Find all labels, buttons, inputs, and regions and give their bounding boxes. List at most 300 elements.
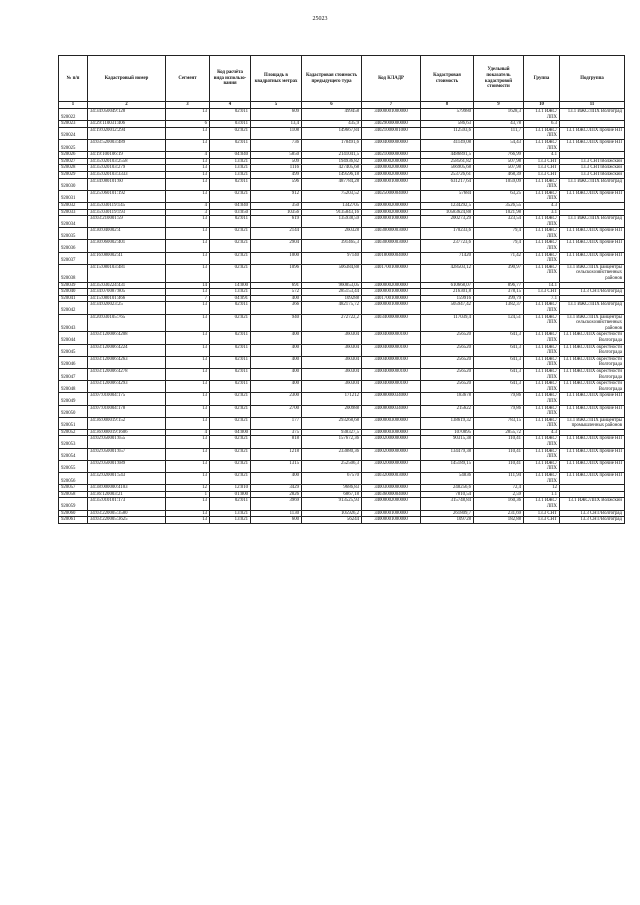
table-cell: 428503,12	[421, 264, 474, 282]
table-cell: 13.1 ИЖС/ЛПХ	[524, 228, 560, 240]
table-cell: 360304	[302, 356, 362, 368]
table-cell: 912	[251, 190, 302, 202]
column-number: 5	[251, 102, 302, 109]
table-cell: 1000	[251, 252, 302, 264]
table-cell: 13.1 ИЖС/ЛПХ	[524, 356, 560, 368]
table-cell: 609	[251, 109, 302, 121]
table-cell: 4.3	[524, 202, 560, 209]
table-cell: 34:03:220005:3580	[88, 510, 166, 517]
table-cell: 610668,07	[421, 282, 474, 289]
table-cell: 920056	[59, 473, 88, 485]
table-cell: 159916	[421, 295, 474, 302]
table-cell: 248256,6	[421, 485, 474, 492]
table-cell: 34:07:010004:175	[88, 393, 166, 405]
table-cell: 13	[166, 228, 210, 240]
table-cell: 34:38:000000:4103	[88, 485, 166, 492]
column-header: Удельный показатель кадастровой стоимости	[474, 56, 524, 102]
column-number: 3	[166, 102, 210, 109]
table-cell: 920052	[59, 429, 88, 436]
table-cell: 323,54	[474, 216, 524, 228]
table-cell: 34:03:520003:489	[88, 139, 166, 151]
table-cell: 920034	[59, 216, 88, 228]
table-cell: 34003000000000	[362, 485, 421, 492]
table-cell: 487784,28	[302, 178, 362, 190]
table-cell: 1342705	[302, 202, 362, 209]
table-cell: 117039,4	[421, 314, 474, 332]
table-cell: 13	[166, 344, 210, 356]
table-cell: 12:010	[210, 485, 251, 492]
table-cell: 13	[166, 139, 210, 151]
table-cell: 02:011	[210, 356, 251, 368]
table-cell: 13.1 ИЖС/ЛПХ	[524, 314, 560, 332]
table-row	[59, 139, 625, 151]
table-cell: 34000002000000	[362, 498, 421, 510]
table-cell: 13	[166, 171, 210, 178]
table-cell: 04:040	[210, 202, 251, 209]
table-cell: 499458	[302, 109, 362, 121]
table-cell: 293268,68	[302, 417, 362, 429]
table-row	[59, 491, 625, 498]
table-cell: 34030000003000	[362, 228, 421, 240]
table-cell: 34:35:030119:145	[88, 202, 166, 209]
table-cell: 157672,36	[302, 436, 362, 448]
table-cell: 13	[166, 436, 210, 448]
table-cell: 2141041,5	[302, 152, 362, 159]
table-cell: 13	[166, 216, 210, 228]
table-cell: 13	[166, 498, 210, 510]
table-cell: 9686,83	[302, 485, 362, 492]
table-cell: 13.1 ИЖС/ЛПХ	[524, 436, 560, 448]
table-cell: 34:03:120006:4208	[88, 332, 166, 344]
table-cell: 920032	[59, 202, 88, 209]
table-cell: 02:011	[210, 344, 251, 356]
table-cell: 2826	[251, 491, 302, 498]
table-cell: 72,4	[474, 485, 524, 492]
table-cell: 13.1 ИЖС/ЛПХ	[524, 109, 560, 121]
table-cell: 920045	[59, 344, 88, 356]
table-cell: 34000001000000	[362, 510, 421, 517]
table-cell: 01:000	[210, 491, 251, 498]
table-cell: 13	[166, 448, 210, 460]
table-cell: 34017001000000	[362, 264, 421, 282]
table-cell: 135938,59	[302, 216, 362, 228]
table-cell: 13.1 ИЖС/ЛПХ	[524, 344, 560, 356]
table-cell: 34:34:050049:128	[88, 109, 166, 121]
table-cell: 02:021	[210, 417, 251, 429]
table-cell: 896,77	[474, 282, 524, 289]
table-cell: 505947,42	[421, 302, 474, 314]
column-header: Подгруппа	[560, 56, 625, 102]
table-cell	[560, 491, 625, 498]
table-cell: 641,3	[474, 356, 524, 368]
table-row	[59, 405, 625, 417]
table-cell: 920048	[59, 381, 88, 393]
table-row	[59, 344, 625, 356]
table-cell: 34:35:020103:3333	[88, 171, 166, 178]
table-cell: 920047	[59, 368, 88, 380]
table-cell: 13	[166, 417, 210, 429]
table-cell: 920040	[59, 289, 88, 296]
table-cell: 920023	[59, 121, 88, 128]
table-cell: 360304	[302, 368, 362, 380]
column-header: Кадастровая стоимость	[421, 56, 474, 102]
table-cell: 34000003000000	[362, 429, 421, 436]
table-cell: 2,59	[474, 491, 524, 498]
table-cell: 400	[251, 344, 302, 356]
table-cell: 256520	[421, 332, 474, 344]
table-cell: 02:021	[210, 252, 251, 264]
table-cell: 13	[166, 356, 210, 368]
table-cell: 34:35:010101:173	[88, 498, 166, 510]
table-cell: 6	[166, 121, 210, 128]
table-cell: 3.1	[524, 209, 560, 216]
table-cell: 13.1 ИЖС/ЛПХ прочие НП	[560, 240, 625, 252]
table-cell: 13	[166, 405, 210, 417]
table-cell: 54,43	[474, 139, 524, 151]
table-cell: 13.1 ИЖС/ЛПХ прочие НП	[560, 436, 625, 448]
table-cell: 02:021	[210, 460, 251, 472]
table-cell	[560, 209, 625, 216]
table-cell: 766,99	[474, 152, 524, 159]
table-row	[59, 417, 625, 429]
table-cell: 253726,61	[421, 171, 474, 178]
table-cell: 13.1 ИЖС/ЛПХ Волгоград	[560, 216, 625, 228]
table-cell: 34025000004000	[362, 190, 421, 202]
table-cell: 34:02:050001:689	[88, 460, 166, 472]
column-number: 2	[88, 102, 166, 109]
table-cell: 507,98	[474, 158, 524, 165]
table-cell: 02:021	[210, 405, 251, 417]
table-cell: 920026	[59, 152, 88, 159]
table-cell: 34004000000100	[362, 356, 421, 368]
table-cell: 315748,84	[421, 498, 474, 510]
table-cell: 920049	[59, 393, 88, 405]
table-cell: 13.3 СНТ	[524, 517, 560, 524]
table-cell: 63,25	[474, 190, 524, 202]
table-cell: 1234292,5	[421, 202, 474, 209]
table-cell: 13.1 ИЖС/ЛПХ	[524, 405, 560, 417]
table-cell: 71,42	[474, 252, 524, 264]
table-cell: 03:050	[210, 209, 251, 216]
table-cell: 34:30:060002:401	[88, 240, 166, 252]
table-cell: 04:040	[210, 152, 251, 159]
table-cell: 261809,7	[421, 510, 474, 517]
table-cell: 79,4	[474, 228, 524, 240]
table-cell: 920042	[59, 302, 88, 314]
table-cell: 4486891,5	[421, 152, 474, 159]
table-cell: 1130	[251, 510, 302, 517]
table-cell: 920046	[59, 356, 88, 368]
table-cell: 13.1 ИЖС/ЛПХ окрестности Волгограда	[560, 332, 625, 344]
table-cell: 149667,84	[302, 127, 362, 139]
column-number: 1	[59, 102, 88, 109]
column-number: 7	[362, 102, 421, 109]
table-cell: 34:32:020001:543	[88, 473, 166, 485]
table-cell: 34:25:060101:192	[88, 190, 166, 202]
table-cell: 641,3	[474, 332, 524, 344]
table-cell: 13.1 ИЖС/ЛПХ	[524, 302, 560, 314]
table-cell: 13.1 ИЖС/ЛПХ	[524, 252, 560, 264]
table-cell: 90315,38	[421, 436, 474, 448]
table-row	[59, 216, 625, 228]
table-cell: 3429	[251, 485, 302, 492]
table-cell: 499	[251, 171, 302, 178]
table-cell: 34002000000000	[362, 460, 421, 472]
table-cell: 13.1 ИЖС/ЛПХ	[524, 460, 560, 472]
column-header: Код КЛАДР	[362, 56, 421, 102]
table-cell: 13.1 ИЖС/ЛПХ райцентры промышленных районов	[560, 417, 625, 429]
table-cell: 4	[166, 202, 210, 209]
table-cell: 13:021	[210, 289, 251, 296]
table-cell: 1.1	[524, 491, 560, 498]
table-cell: 13:021	[210, 510, 251, 517]
table-cell: 34036000004000	[362, 491, 421, 498]
table-cell: 13	[166, 109, 210, 121]
table-cell: 13.3 СНТ	[524, 165, 560, 172]
table-cell: 920033	[59, 209, 88, 216]
table-cell: 12	[166, 485, 210, 492]
table-cell: 34:30:040002:4	[88, 228, 166, 240]
table-cell: 13.3 СНТ/Волгоград	[560, 510, 625, 517]
table-cell: 233880,36	[302, 448, 362, 460]
table-cell: 13	[166, 302, 210, 314]
table-cell: 13	[166, 517, 210, 524]
table-cell: 13.1 ИЖС/ЛПХ окрестности Волгограда	[560, 381, 625, 393]
table-cell: 579980	[421, 109, 474, 121]
table-cell: 237723,6	[421, 240, 474, 252]
table-cell: 13.3 СНТ/Волгоград	[560, 517, 625, 524]
table-cell: 920038	[59, 264, 88, 282]
table-cell: 79,86	[474, 405, 524, 417]
table-cell: 13.3 СНТ/Волгоград	[560, 289, 625, 296]
table-cell: 506384,88	[302, 264, 362, 282]
table-cell: 641,3	[474, 344, 524, 356]
column-number: 8	[421, 102, 474, 109]
table-cell: 34:35:020103:279	[88, 165, 166, 172]
table-cell: 177	[251, 417, 302, 429]
table-cell: 938327,5	[302, 429, 362, 436]
column-number-row	[59, 102, 625, 109]
table-cell: 13	[166, 368, 210, 380]
table-cell: 1628,3	[474, 109, 524, 121]
table-cell: 13.1 ИЖС/ЛПХ	[524, 332, 560, 344]
column-number: 4	[210, 102, 251, 109]
table-cell: 112593,6	[421, 127, 474, 139]
table-row	[59, 289, 625, 296]
table-cell: 400	[251, 368, 302, 380]
table-cell: 57684	[421, 190, 474, 202]
column-number: 6	[302, 102, 362, 109]
table-cell: 4	[166, 429, 210, 436]
table-row	[59, 121, 625, 128]
table-cell: 13.1 ИЖС/ЛПХ	[524, 448, 560, 460]
table-cell: 1218	[251, 448, 302, 460]
table-cell: 13.1 ИЖС/ЛПХ	[524, 381, 560, 393]
table-row	[59, 295, 625, 302]
column-header: Код расчёта вида использо-вания	[210, 56, 251, 102]
table-cell: 145189,15	[421, 460, 474, 472]
table-cell: 124,51	[474, 314, 524, 332]
table-cell: 13	[166, 381, 210, 393]
table-row	[59, 240, 625, 252]
table-cell: 260328	[302, 228, 362, 240]
table-cell: 7.1	[524, 295, 560, 302]
table-cell: 13	[166, 252, 210, 264]
table-cell: 34029000000000	[362, 121, 421, 128]
table-row	[59, 314, 625, 332]
column-header: Сегмент	[166, 56, 210, 102]
table-cell: 110,41	[474, 460, 524, 472]
table-cell: 375	[251, 429, 302, 436]
table-cell: 02:011	[210, 381, 251, 393]
table-cell: 34:34:020023:25	[88, 302, 166, 314]
table-row	[59, 510, 625, 517]
table-cell: 427405,68	[302, 165, 362, 172]
table-cell: 79,86	[474, 393, 524, 405]
table-cell: 34:03:120006:4263	[88, 356, 166, 368]
table-cell: 596	[251, 178, 302, 190]
table-cell: 920028	[59, 165, 88, 172]
table-cell: 13.3 СНТ	[524, 510, 560, 517]
table-cell: 34000003000000	[362, 417, 421, 429]
column-header: Кадастровая стоимость предыдущего тура	[302, 56, 362, 102]
column-header: Площадь в квадратных метрах	[251, 56, 302, 102]
table-cell: 34:07:010004:178	[88, 405, 166, 417]
table-cell: 256520	[421, 381, 474, 393]
table-cell: 02:011	[210, 178, 251, 190]
table-cell: 13	[166, 190, 210, 202]
table-cell: 1096	[251, 264, 302, 282]
table-cell: 200988	[302, 405, 362, 417]
table-cell: 56244	[302, 517, 362, 524]
table-cell: 920025	[59, 139, 88, 151]
table-cell: 14	[166, 282, 210, 289]
table-cell: 391465,3	[302, 240, 362, 252]
table-cell: 468,39	[474, 171, 524, 178]
table-cell: 02:021	[210, 448, 251, 460]
table-cell: 920031	[59, 190, 88, 202]
table-cell: 34:34:070087:805	[88, 289, 166, 296]
table-cell: 02:011	[210, 332, 251, 344]
table-cell: 13	[166, 240, 210, 252]
table-cell: 736	[251, 139, 302, 151]
table-cell: 13.1 ИЖС/ЛПХ окрестности Волгограда	[560, 356, 625, 368]
table-cell: 960853,05	[302, 282, 362, 289]
table-row	[59, 485, 625, 492]
table-cell: 34034000000000	[362, 314, 421, 332]
table-cell: 34000002000000	[362, 202, 421, 209]
table-cell: 13:021	[210, 517, 251, 524]
table-cell: 134479,38	[421, 448, 474, 460]
table-row	[59, 282, 625, 289]
table-cell: 13	[166, 264, 210, 282]
table-cell: 252506,3	[302, 460, 362, 472]
table-cell: 13.1 ИЖС/ЛПХ райцентры сельскохозяйственных районов	[560, 314, 625, 332]
table-cell: 13.1 ИЖС/ЛПХ	[524, 498, 560, 510]
table-cell: 34000001000000	[362, 517, 421, 524]
table-cell: 13.1 ИЖС/ЛПХ прочие НП	[560, 405, 625, 417]
table-cell: 7810,54	[421, 491, 474, 498]
table-cell: 13.3 СНТ	[524, 289, 560, 296]
table-cell: 34000002000000	[362, 171, 421, 178]
table-cell: 34000001000000	[362, 216, 421, 228]
table-row	[59, 264, 625, 282]
table-cell: 390,97	[474, 264, 524, 282]
table-cell	[560, 485, 625, 492]
column-number: 10	[524, 102, 560, 109]
table-cell: 34:15:080103:481	[88, 264, 166, 282]
table-cell: 13.1 ИЖС/ЛПХ	[524, 178, 560, 190]
table-cell: 41149,08	[421, 139, 474, 151]
table-cell: 67570	[302, 473, 362, 485]
table-row	[59, 460, 625, 472]
table-cell: 920039	[59, 282, 88, 289]
table-cell: 34000001000000	[362, 289, 421, 296]
table-cell: 216301,8	[421, 289, 474, 296]
table-cell: 34000002000000	[362, 209, 421, 216]
table-cell: 13.1 ИЖС/ЛПХ прочие НП	[560, 190, 625, 202]
table-cell: 109288	[302, 295, 362, 302]
table-cell: 507,98	[474, 165, 524, 172]
table-cell: 02:011	[210, 302, 251, 314]
table-cell: 34030000003000	[362, 240, 421, 252]
table-cell: 105926,2	[302, 510, 362, 517]
table-cell: 75203,52	[302, 190, 362, 202]
table-cell: 13.1 ИЖС/ЛПХ	[524, 216, 560, 228]
table-cell: 34004000000100	[362, 368, 421, 380]
table-row	[59, 473, 625, 485]
table-cell: 2300	[251, 393, 302, 405]
table-cell: 13.1 ИЖС/ЛПХ Волгоград	[560, 109, 625, 121]
table-cell: 600	[251, 517, 302, 524]
table-cell: 13.1 ИЖС/ЛПХ	[524, 240, 560, 252]
table-cell: 400	[251, 356, 302, 368]
table-cell: 34018000004000	[362, 252, 421, 264]
table-cell: 13.1 ИЖС/ЛПХ прочие НП	[560, 252, 625, 264]
table-cell: 13.1 ИЖС/ЛПХ Волгоград	[560, 178, 625, 190]
table-cell: 13	[166, 314, 210, 332]
table-cell: 34004000000100	[362, 332, 421, 344]
table-row	[59, 228, 625, 240]
table-cell: 13.1 ИЖС/ЛПХ	[524, 417, 560, 429]
table-cell: 34000001000000	[362, 109, 421, 121]
table-cell: 02:021	[210, 240, 251, 252]
table-cell: 13.1 ИЖС/ЛПХ прочие НП	[560, 139, 625, 151]
table-cell: 256520	[421, 344, 474, 356]
table-cell: 13.3 СНТ/Волжский	[560, 158, 625, 165]
table-cell: 13.1 ИЖС/ЛПХ прочие НП	[560, 460, 625, 472]
table-cell: 149596,18	[302, 171, 362, 178]
table-cell: 619	[251, 216, 302, 228]
table-cell: 02:021	[210, 436, 251, 448]
table-cell: 109728	[421, 517, 474, 524]
table-cell: 34004000000100	[362, 344, 421, 356]
table-cell: 13.1 ИЖС/ЛПХ райцентры сельскохозяйственных районов	[560, 264, 625, 282]
table-cell: 34002000000000	[362, 448, 421, 460]
table-row	[59, 165, 625, 172]
table-cell: 256520	[421, 368, 474, 380]
table-cell: 13.3 СНТ/Волжский	[560, 165, 625, 172]
table-cell: 400	[251, 295, 302, 302]
table-cell: 110,41	[474, 448, 524, 460]
table-cell: 7	[166, 295, 210, 302]
table-cell: 482175,72	[302, 302, 362, 314]
table-cell: 02:011	[210, 498, 251, 510]
table-cell: 6.3	[524, 121, 560, 128]
table-cell: 34:36:000019:1606	[88, 429, 166, 436]
table-cell: 641,3	[474, 381, 524, 393]
table-cell: 34:03:120006:4278	[88, 368, 166, 380]
